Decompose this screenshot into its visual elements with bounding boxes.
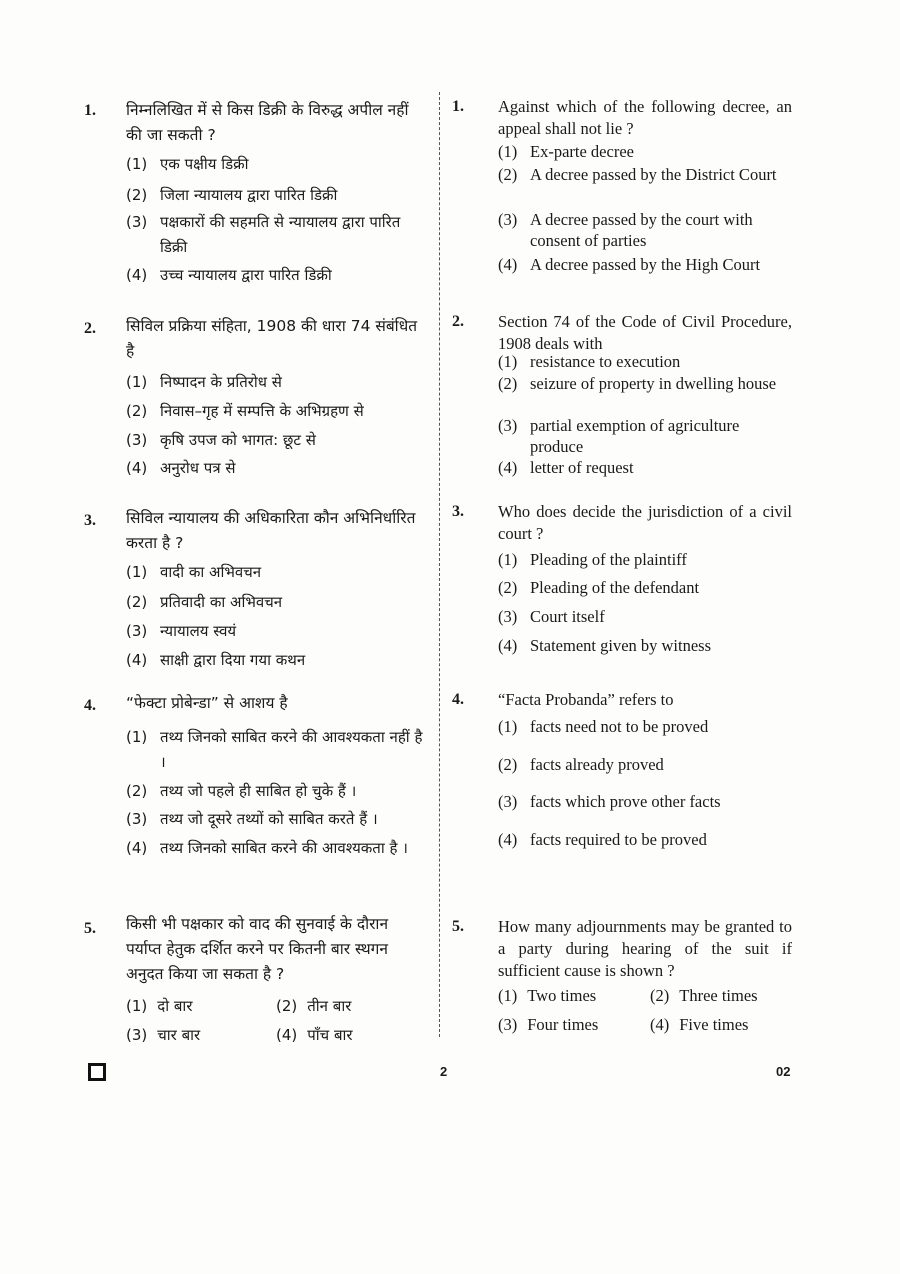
option-3: (3) चार बार [126,1026,201,1044]
question-number: 5. [84,920,96,937]
option-2: (2) तथ्य जो पहले ही साबित हो चुके हैं । [126,782,357,800]
question-stem: “फेक्टा प्रोबेन्डा” से आशय है [126,694,288,712]
question-stem: “Facta Probanda” refers to [498,690,674,709]
option-3: (3) A decree passed by the court with consent of parties [498,210,753,250]
question-number: 3. [452,503,464,520]
option-2: (2) seizure of property in dwelling house [498,374,777,393]
question-stem: How many adjournments may be granted to a party during hearing of the suit if sufficient cause is shown ? [498,917,792,980]
question-stem: किसी भी पक्षकार को वाद की सुनवाई के दौरान पर्याप्त हेतुक दर्शित करने पर कितनी बार स्थगन अनुदत किया जा सकता है ? [126,915,389,983]
option-1: (1) एक पक्षीय डिक्री [126,155,249,173]
option-3: (3) Court itself [498,607,605,626]
option-2: (2) Three times [650,986,758,1005]
option-1: (1) तथ्य जिनको साबित करने की आवश्यकता नहीं है । [126,728,423,771]
column-divider [439,92,440,1037]
option-4: (4) तथ्य जिनको साबित करने की आवश्यकता है । [126,839,408,857]
option-1: (1) resistance to execution [498,352,681,371]
option-4: (4) Statement given by witness [498,636,712,655]
option-2: (2) जिला न्यायालय द्वारा पारित डिक्री [126,186,338,204]
page-number: 2 [440,1064,448,1079]
option-2: (2) A decree passed by the District Court [498,165,777,184]
option-3: (3) Four times [498,1015,599,1034]
option-4: (4) facts required to be proved [498,830,707,849]
question-number: 4. [452,691,464,708]
page-marker-square-icon [88,1063,106,1081]
question-stem: Section 74 of the Code of Civil Procedure, 1908 deals with [498,312,792,353]
question-number: 1. [452,98,464,115]
question-stem: Who does decide the jurisdiction of a civil court ? [498,502,792,543]
booklet-code: 02 [776,1064,791,1079]
option-1: (1) निष्पादन के प्रतिरोध से [126,373,282,391]
option-4: (4) A decree passed by the High Court [498,255,761,274]
option-1: (1) Ex-parte decree [498,142,634,161]
option-2: (2) प्रतिवादी का अभिवचन [126,593,283,611]
option-4: (4) उच्च न्यायालय द्वारा पारित डिक्री [126,266,332,284]
question-number: 2. [452,313,464,330]
option-3: (3) facts which prove other facts [498,792,721,811]
option-2: (2) निवास–गृह में सम्पत्ति के अभिग्रहण से [126,402,364,420]
option-4: (4) साक्षी द्वारा दिया गया कथन [126,651,306,669]
question-stem: सिविल न्यायालय की अधिकारिता कौन अभिनिर्धारित करता है ? [126,509,416,552]
option-1: (1) दो बार [126,997,193,1015]
question-stem: सिविल प्रक्रिया संहिता, 1908 की धारा 74 संबंधित है [126,317,418,360]
question-stem: निम्नलिखित में से किस डिक्री के विरुद्ध अपील नहीं की जा सकती ? [126,101,409,144]
option-3: (3) न्यायालय स्वयं [126,622,237,640]
question-number: 3. [84,512,96,529]
option-1: (1) Two times [498,986,597,1005]
option-2: (2) facts already proved [498,755,664,774]
question-number: 2. [84,320,96,337]
option-4: (4) letter of request [498,458,634,477]
option-4: (4) Five times [650,1015,749,1034]
question-number: 1. [84,102,96,119]
question-number: 4. [84,697,96,714]
option-1: (1) Pleading of the plaintiff [498,550,687,569]
option-2: (2) तीन बार [276,997,352,1015]
option-3: (3) पक्षकारों की सहमति से न्यायालय द्वारा पारित डिक्री [126,213,401,256]
option-3: (3) तथ्य जो दूसरे तथ्यों को साबित करते हैं । [126,810,378,828]
option-1: (1) वादी का अभिवचन [126,563,262,581]
option-3: (3) partial exemption of agriculture produce [498,416,740,456]
option-4: (4) पाँच बार [276,1026,353,1044]
question-stem: Against which of the following decree, an appeal shall not lie ? [498,97,792,138]
option-1: (1) facts need not to be proved [498,717,709,736]
question-number: 5. [452,918,464,935]
option-4: (4) अनुरोध पत्र से [126,459,236,477]
option-2: (2) Pleading of the defendant [498,578,700,597]
option-3: (3) कृषि उपज को भागत: छूट से [126,431,316,449]
